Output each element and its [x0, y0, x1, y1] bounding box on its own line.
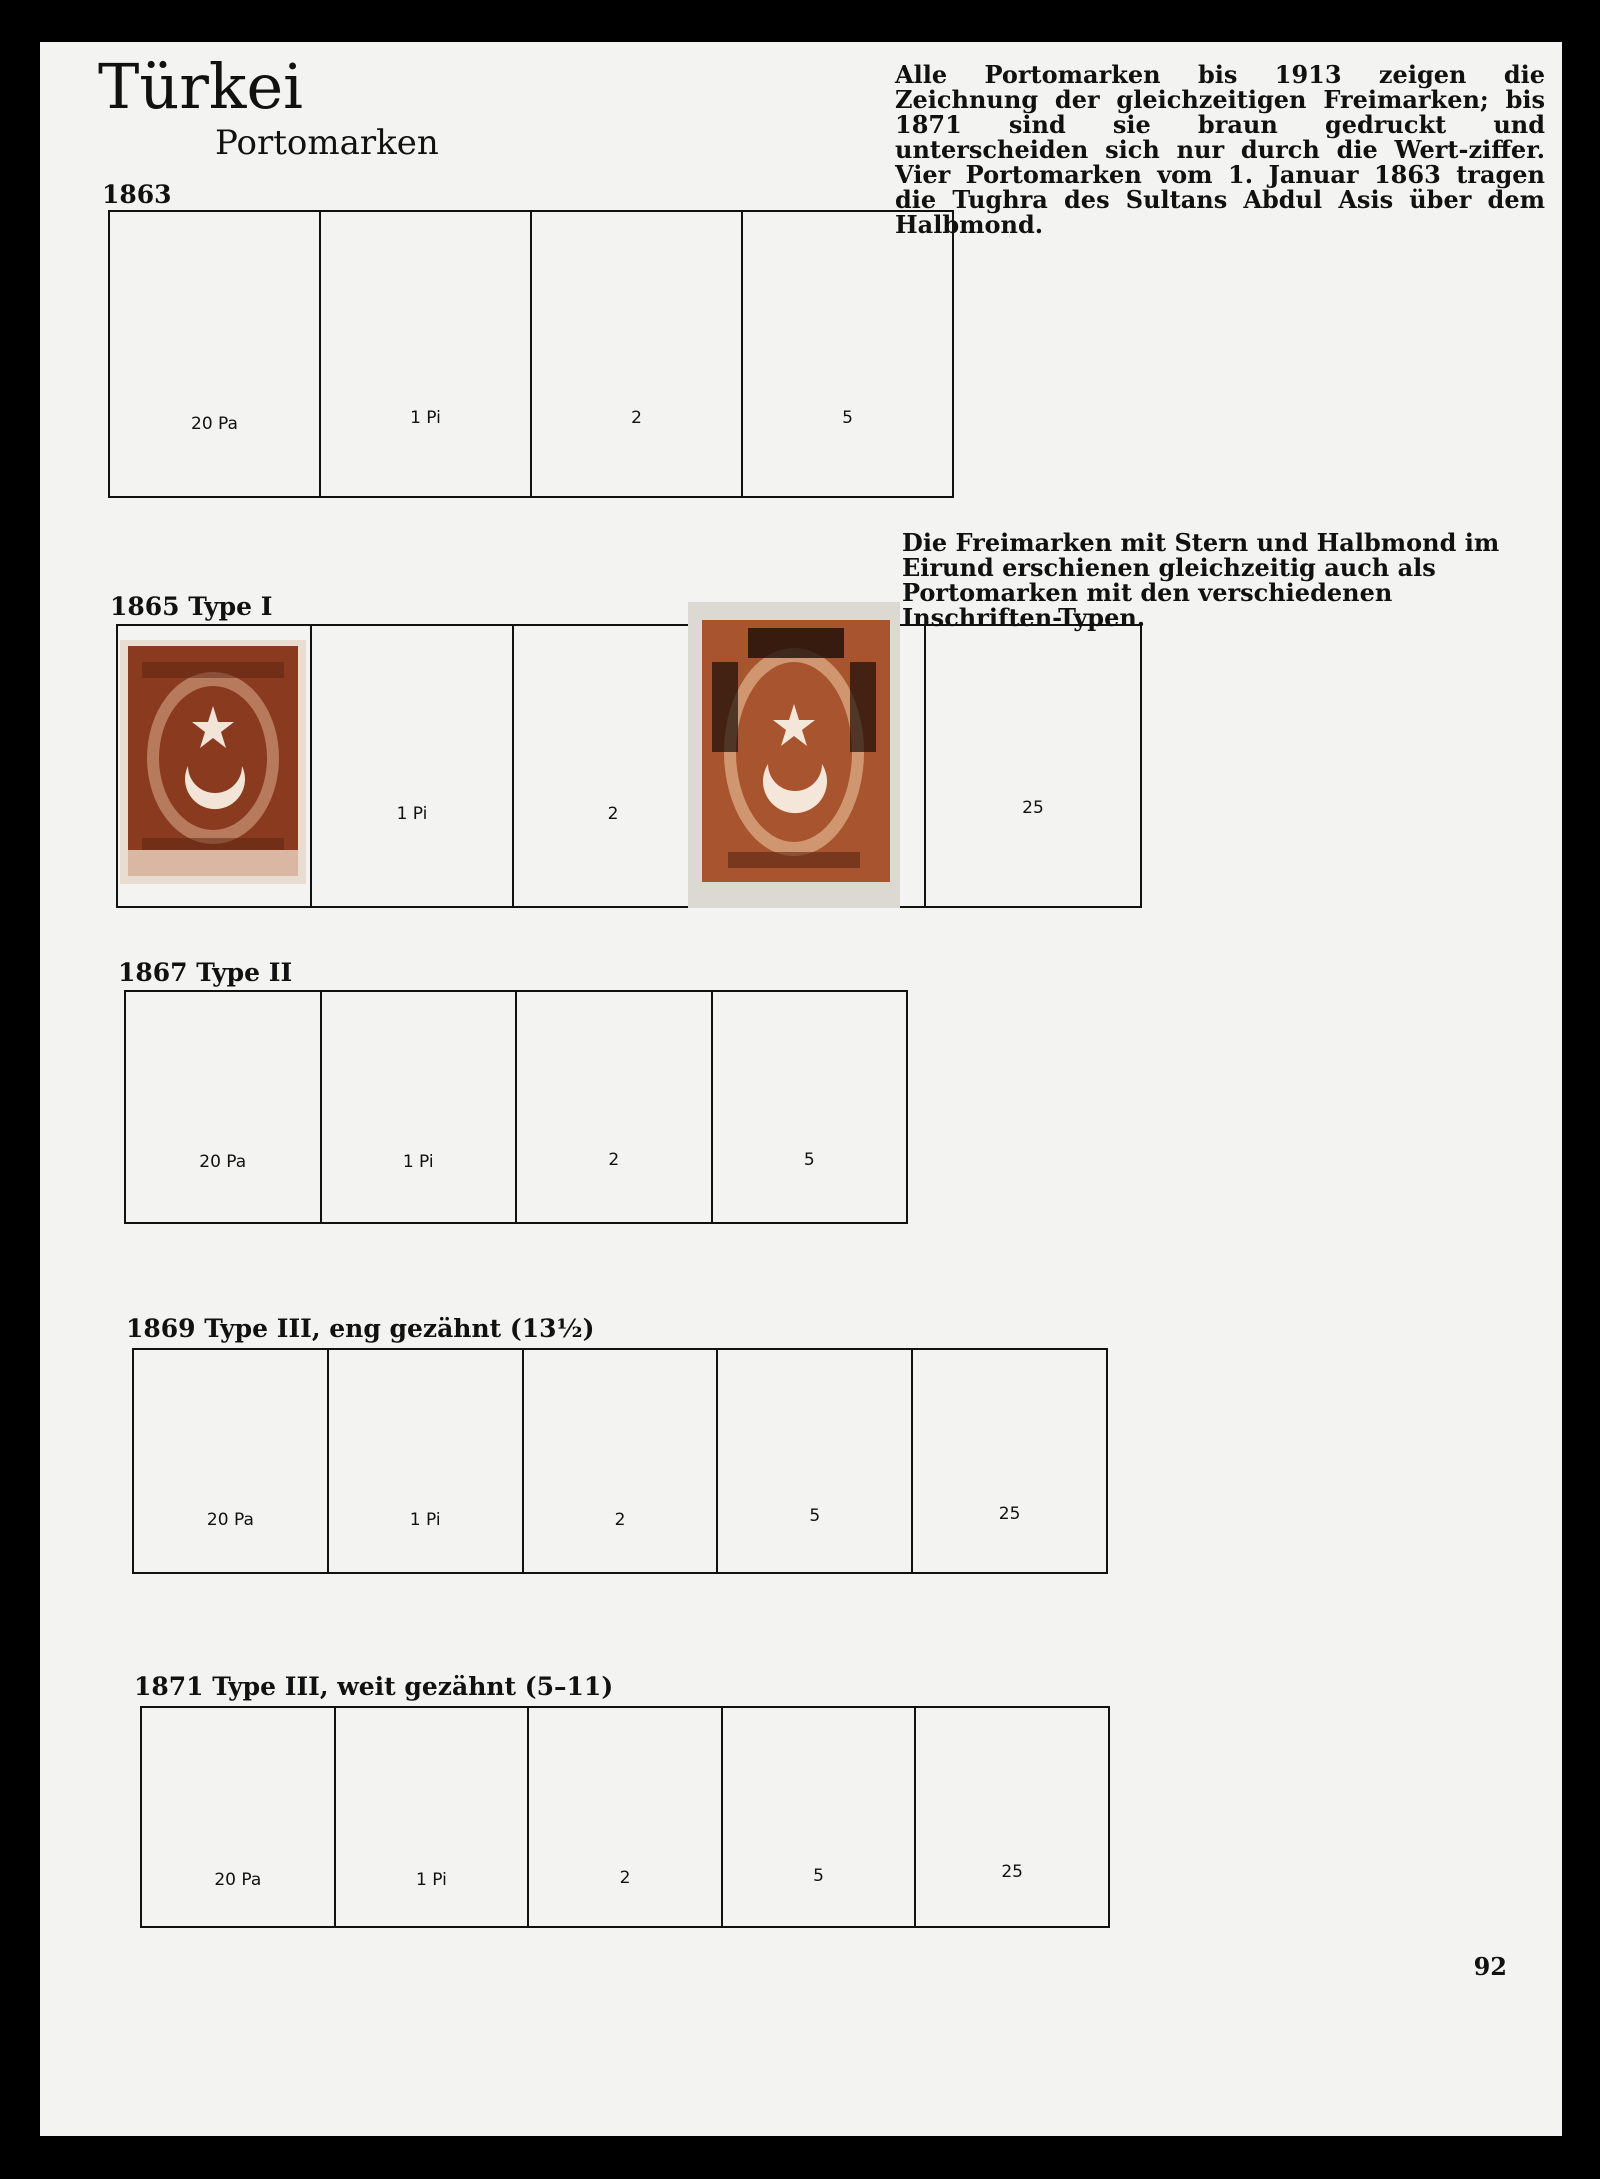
stamp-slot [713, 992, 907, 1222]
value-label: 2 [614, 1510, 626, 1530]
value-label: 5 [842, 408, 853, 428]
value-label: 25 [998, 1504, 1021, 1524]
postage-stamp[interactable] [688, 602, 900, 908]
value-label: 5 [803, 1150, 815, 1170]
value-label: 5 [809, 1506, 821, 1526]
stamp-slot [916, 1708, 1108, 1926]
section-heading-1871: 1871 Type III, weit gezähnt (5–11) [134, 1672, 614, 1701]
value-label: 20 Pa [214, 1870, 262, 1890]
stamp-slot [329, 1350, 524, 1572]
value-label: 2 [607, 804, 619, 824]
stamp-slot [524, 1350, 719, 1572]
stamp-slot [134, 1350, 329, 1572]
intro-paragraph-2: Die Freimarken mit Stern und Halbmond im Eirund erschienen gleichzeitig auch als Portomarken mit den verschiedenen Inschriften-Typen. [902, 528, 1500, 632]
stamp-row-1867 [124, 990, 908, 1224]
stamp-row-1869 [132, 1348, 1108, 1574]
value-label: 20 Pa [199, 1152, 247, 1172]
intro-paragraph: Alle Portomarken bis 1913 zeigen die Zeichnung der gleichzeitigen Freimarken; bis 1871 sind sie braun gedruckt und unterscheiden sich nur durch die Wert-ziffer. Vier Portomarken vom 1. Januar 1863 tragen die Tughra des Sultans Abdul Asis über dem Halbmond. [895, 60, 1545, 239]
stamp-slot [110, 212, 321, 496]
value-label: 1 Pi [396, 804, 428, 824]
value-label: 25 [1022, 798, 1044, 818]
stamp-slot [532, 212, 743, 496]
value-label: 1 Pi [415, 1870, 447, 1890]
stamp-row-1871 [140, 1706, 1110, 1928]
crescent-star-stamp-icon [120, 640, 306, 884]
stamp-slot [743, 212, 952, 496]
stamp-slot [514, 626, 714, 906]
section-heading-1869: 1869 Type III, eng gezähnt (13½) [126, 1314, 595, 1343]
stamp-slot [529, 1708, 723, 1926]
section-heading-1867: 1867 Type II [118, 958, 293, 987]
stamp-slot [336, 1708, 530, 1926]
value-label: 1 Pi [409, 1510, 441, 1530]
section-heading-1865: 1865 Type I [110, 592, 273, 621]
value-label: 2 [631, 408, 642, 428]
stamp-row-1863 [108, 210, 954, 498]
stamp-slot [312, 626, 514, 906]
value-label: 1 Pi [410, 408, 441, 428]
stamp-slot [913, 1350, 1106, 1572]
value-label: 2 [608, 1150, 620, 1170]
stamp-slot [126, 992, 322, 1222]
value-label: 20 Pa [206, 1510, 254, 1530]
value-label: 20 Pa [191, 414, 238, 434]
stamp-slot [517, 992, 713, 1222]
stamp-slot [718, 1350, 913, 1572]
stamp-slot [322, 992, 518, 1222]
page-title: Türkei [98, 50, 304, 123]
stamp-slot [926, 626, 1140, 906]
postage-stamp[interactable] [120, 640, 306, 884]
crescent-star-stamp-icon [688, 602, 900, 908]
stamp-slot [142, 1708, 336, 1926]
album-page [40, 42, 1562, 2136]
page-number: 92 [1473, 1952, 1507, 1981]
section-heading-1863: 1863 [102, 180, 172, 209]
value-label: 1 Pi [402, 1152, 434, 1172]
stamp-slot [723, 1708, 917, 1926]
value-label: 5 [813, 1866, 824, 1886]
value-label: 2 [619, 1868, 631, 1888]
page-subtitle: Portomarken [215, 123, 439, 163]
value-label: 25 [1001, 1862, 1023, 1882]
stamp-slot [321, 212, 532, 496]
